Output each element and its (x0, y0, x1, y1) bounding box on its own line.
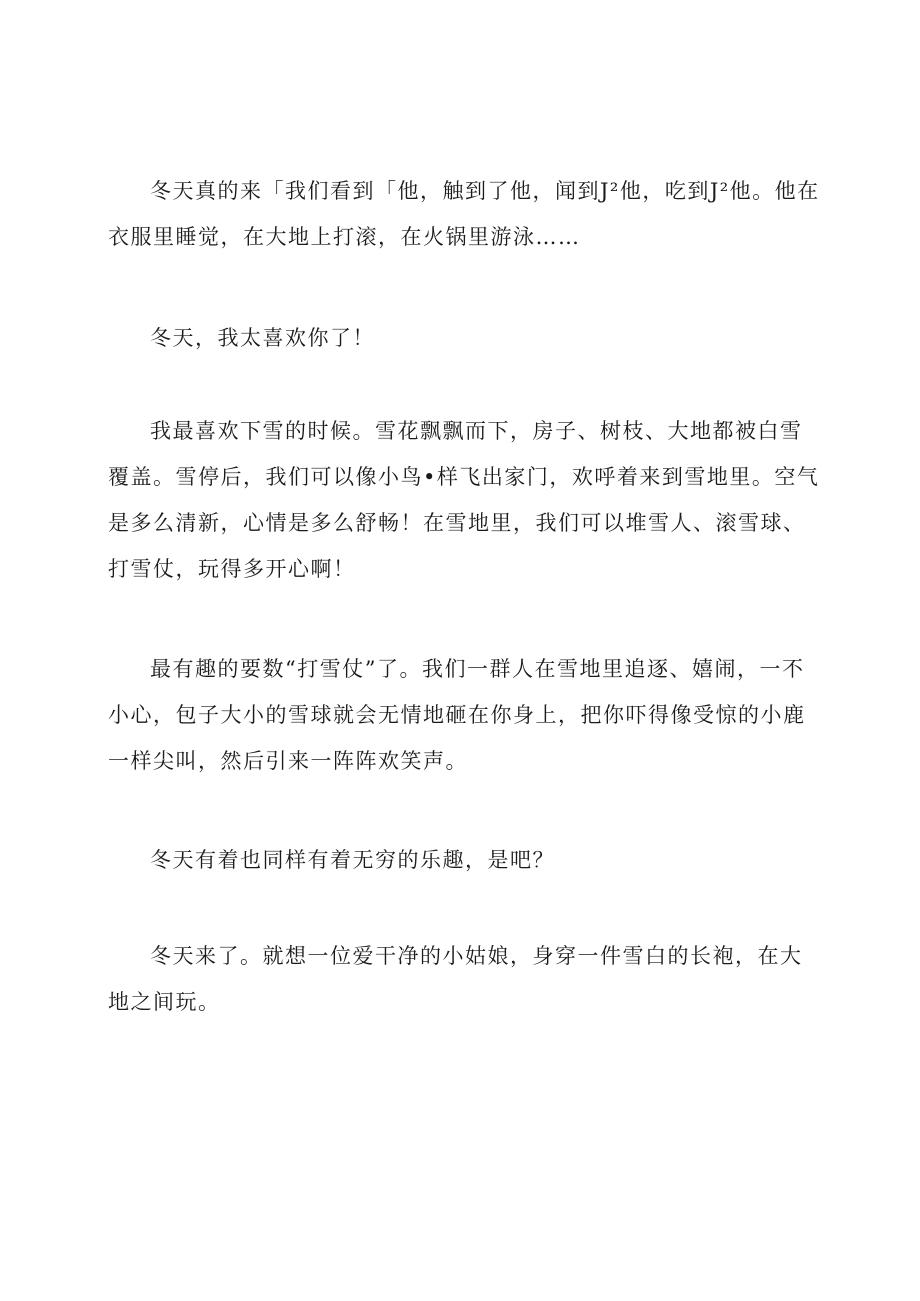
paragraph-2: 冬天，我太喜欢你了！ (150, 326, 375, 350)
paragraph-3: 我最喜欢下雪的时候。雪花飘飘而下，房子、树枝、大地都被白雪覆盖。雪停后，我们可以像小鸟•样飞出家门，欢呼着来到雪地里。空气是多么清新，心情是多么舒畅！在雪地里，我们可以堆雪人、滚雪球、打雪仗，玩得多开心啊！ (108, 419, 820, 581)
paragraph-1: 冬天真的来「我们看到「他，触到了他，闻到J²他，吃到J²他。他在衣服里睡觉，在大地上打滚，在火锅里游泳…… (108, 179, 820, 249)
paragraph-4: 最有趣的要数“打雪仗”了。我们一群人在雪地里追逐、嬉闹，一不小心，包子大小的雪球就会无情地砸在你身上，把你吓得像受惊的小鹿一样尖叫，然后引来一阵阵欢笑声。 (108, 657, 806, 773)
paragraph-6: 冬天来了。就想一位爱干净的小姑娘，身穿一件雪白的长袍，在大地之间玩。 (108, 944, 803, 1014)
paragraph-5: 冬天有着也同样有着无穷的乐趣，是吧？ (150, 848, 555, 872)
